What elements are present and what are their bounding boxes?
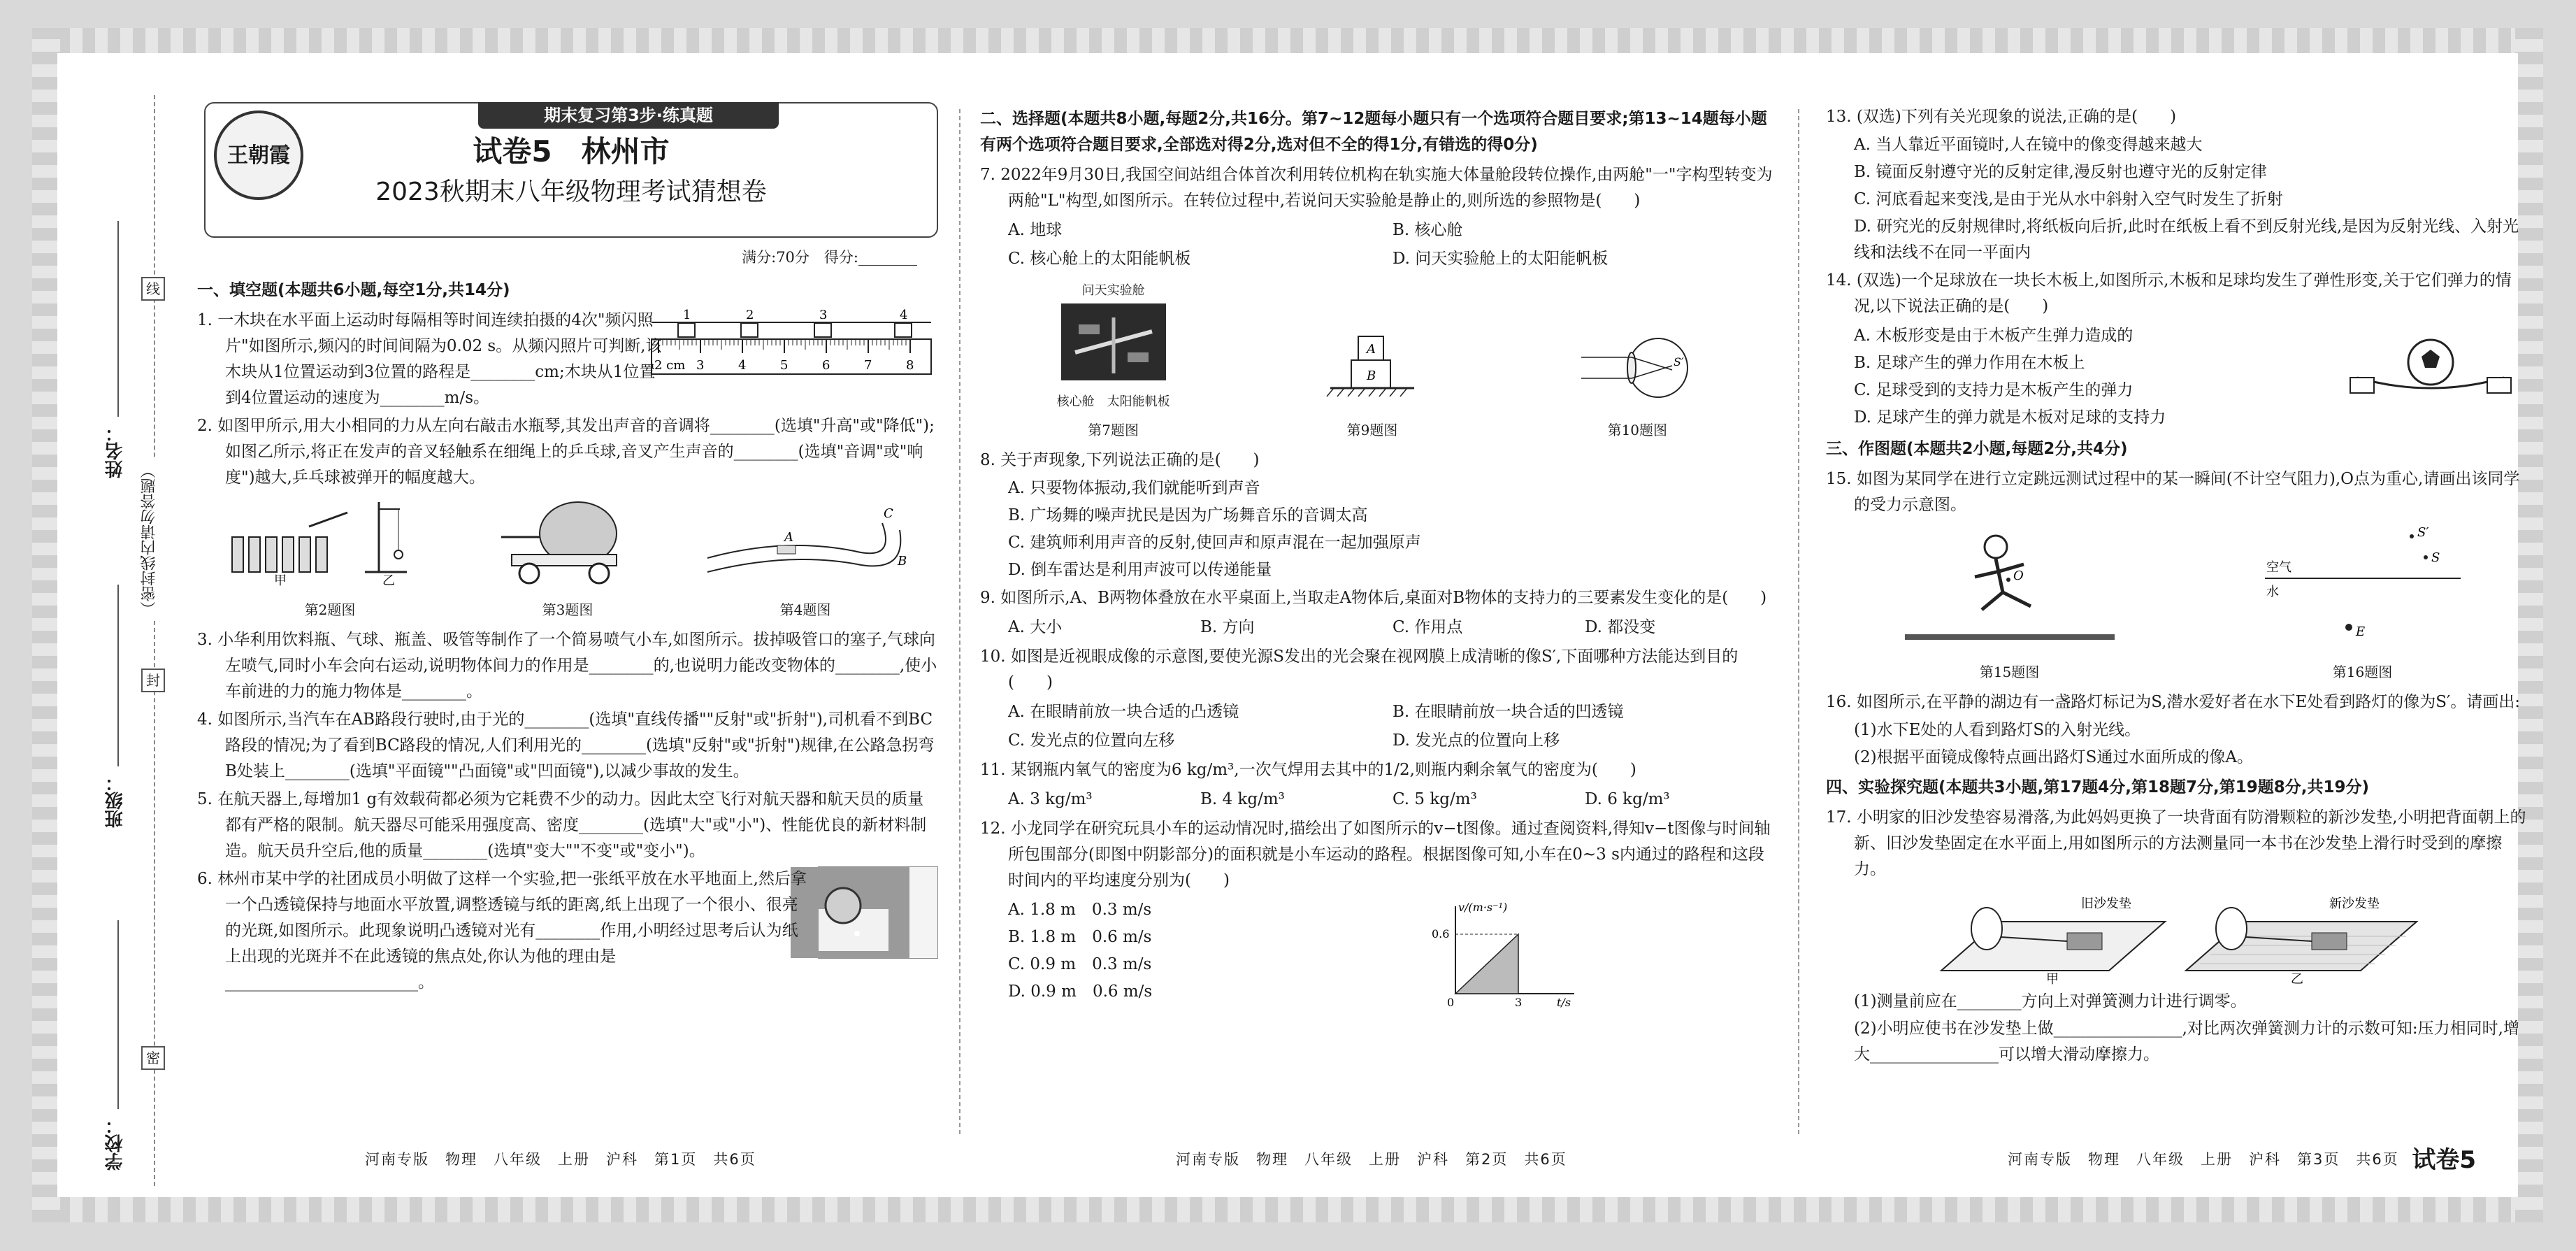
q13-option-d[interactable]: D. 研究光的反射规律时,将纸板向后折,此时在纸板上看不到反射光线,是因为反射光线、入射光线和法线不在同一平面内 xyxy=(1854,217,2519,262)
q12-option-b[interactable]: B. 1.8 m 0.6 m/s xyxy=(1008,928,1152,946)
bottles-svg xyxy=(225,495,435,586)
q14-option-d[interactable]: D. 足球产生的弹力就是木板对足球的支持力 xyxy=(1854,408,2166,427)
ruler-svg xyxy=(645,308,938,385)
q9-option-d[interactable]: D. 都没变 xyxy=(1585,618,1656,636)
seal-note: （密封线内请勿答题） xyxy=(138,459,160,621)
column-page-2 xyxy=(980,102,1777,1148)
seal-char-1: 线 xyxy=(141,277,165,301)
question-17: 17. 小明家的旧沙发垫容易滑落,为此妈妈更换了一块背面有防滑颗粒的新沙发垫,小明把背面朝上的新、旧沙发垫固定在水平面上,用如图所示的方法测量同一本书在沙发垫上滑行时受到的摩擦力。 xyxy=(1826,808,2526,878)
question-8: 8. 关于声现象,下列说法正确的是( ) xyxy=(980,451,1260,469)
q7-option-b[interactable]: B. 核心舱 xyxy=(1393,221,1463,239)
flash-block-label: 4 xyxy=(900,308,908,322)
long-jump-svg xyxy=(1891,522,2129,648)
q14-body xyxy=(1826,322,2532,432)
section-3-title: 三、作图题(本题共2小题,每题2分,共4分) xyxy=(1826,440,2128,458)
q6-text: 6. 林州市某中学的社团成员小明做了这样一个实验,把一张纸平放在水平地面上,然后拿一个凸透镜保持与地面水平放置,调整透镜与纸的距离,纸上出现了一个很小、很亮的光斑,如图所示。此现象说明凸透镜对光有________作用,小明经过思考后认为纸上出现的光斑并不在此透镜的焦点处,你认为他的理由是________________________。 xyxy=(197,870,807,992)
question-12: 12. 小龙同学在研究玩具小车的运动情况时,描绘出了如图所示的v−t图像。通过查阅资料,得知v−t图像与时间轴所包围部分(即图中阴影部分)的面积就是小车运动的路程。根据图像可知,小车在0~3 s内通过的路程和这段时间内的平均速度分别为( ) xyxy=(980,820,1771,889)
flash-block xyxy=(814,323,831,337)
q14-options xyxy=(1826,322,2343,432)
q9-option-b[interactable]: B. 方向 xyxy=(1200,618,1255,636)
q17-sub-1: (1)测量前应在________方向上对弹簧测力计进行调零。 xyxy=(1854,992,2247,1010)
q6-lens-photo xyxy=(818,866,938,959)
q8-option-b[interactable]: B. 广场舞的噪声扰民是因为广场舞音乐的音调太高 xyxy=(1008,506,1368,524)
ruler-label: 6 xyxy=(822,358,830,373)
fig15-o: O xyxy=(2013,569,2024,583)
paper-title: 试卷5 林州市 xyxy=(473,134,670,169)
fig2-yi: 乙 xyxy=(382,573,395,586)
q17-sub-2: (2)小明应使书在沙发垫上做________________,对比两次弹簧测力计的示数可知:压力相同时,增大________________可以增大滑动摩擦力。 xyxy=(1854,1020,2519,1064)
question-4: 4. 如图所示,当汽车在AB路段行驶时,由于光的________(选填"直线传播""反射"或"折射"),司机看不到BC路段的情况;为了看到BC路段的情况,人们利用光的________(选填"反射"或"折射")规律,在公路急拐弯B处装上________(选填"平面镜""凸面镜"或"凹面镜"),以减少事故的发生。 xyxy=(197,710,935,780)
question-13: 13. (双选)下列有关光现象的说法,正确的是( ) xyxy=(1826,108,2177,126)
q10-option-b[interactable]: B. 在眼睛前放一块合适的凹透镜 xyxy=(1393,703,1624,721)
q8-option-a[interactable]: A. 只要物体振动,我们就能听到声音 xyxy=(1008,479,1260,497)
ruler-label: 8 xyxy=(906,358,914,373)
fig16-s-prime: S′ xyxy=(2417,525,2429,540)
question-16: 16. 如图所示,在平静的湖边有一盏路灯标记为S,潜水爱好者在水下E处看到路灯的像为S′。请画出: xyxy=(1826,693,2520,711)
name-label: 姓名： xyxy=(105,424,126,478)
fig4-label-a: A xyxy=(784,530,793,545)
flash-block xyxy=(678,323,695,337)
q12-body xyxy=(980,896,1777,1008)
q16-sub-2: (2)根据平面镜成像特点画出路灯S通过水面所成的像A。 xyxy=(1854,748,2253,766)
question-9: 9. 如图所示,A、B两物体叠放在水平桌面上,当取走A物体后,桌面对B物体的支持力的三要素发生变化的是( ) xyxy=(980,589,1767,607)
fig-10 xyxy=(1574,329,1700,443)
vt-ylabel: v/(m·s⁻¹) xyxy=(1458,901,1508,914)
fig-4 xyxy=(700,495,910,623)
flash-block xyxy=(741,323,758,337)
binding-dashed-line xyxy=(154,95,155,1186)
eye-svg xyxy=(1574,329,1700,406)
q13-option-c[interactable]: C. 河底看起来变浅,是由于光从水中斜射入空气时发生了折射 xyxy=(1854,190,2283,208)
section-2-title: 二、选择题(本题共8小题,每题2分,共16分。第7~12题每小题只有一个选项符合题目要求;第13~14题每小题有两个选项符合题目要求,全部选对得2分,选对但不全的得1分,有错选的得0分) xyxy=(980,110,1767,154)
fig16-water: 水 xyxy=(2266,585,2279,599)
footer-page-3: 河南专版 物理 八年级 上册 沪科 第3页 共6页 xyxy=(2008,1151,2399,1168)
sheet-inner xyxy=(57,53,2526,1197)
lamp-water-svg xyxy=(2258,522,2468,648)
road-svg xyxy=(700,495,910,586)
sofa-pad-svg xyxy=(1927,887,2431,985)
blocks-svg xyxy=(1323,329,1421,406)
q10-option-d[interactable]: D. 发光点的位置向上移 xyxy=(1393,731,1560,750)
q10-option-a[interactable]: A. 在眼睛前放一块合适的凸透镜 xyxy=(1008,703,1239,721)
fig-9 xyxy=(1323,329,1421,443)
fig3-caption: 第3题图 xyxy=(542,601,593,618)
page-divider-1 xyxy=(959,109,960,1134)
q1-ruler-figure xyxy=(654,308,938,393)
fig16-s: S xyxy=(2431,550,2440,565)
fig2-jia: 甲 xyxy=(274,573,287,586)
q12-option-d[interactable]: D. 0.9 m 0.6 m/s xyxy=(1008,982,1153,1001)
class-label: 班级： xyxy=(105,773,126,828)
ruler-label: 7 xyxy=(864,358,872,373)
fig4-caption: 第4题图 xyxy=(779,601,831,618)
question-10: 10. 如图是近视眼成像的示意图,要使光源S发出的光会聚在视网膜上成清晰的像S′,下面哪种方法能达到目的( ) xyxy=(980,648,1739,692)
vt-origin: 0 xyxy=(1447,996,1455,1008)
flash-block xyxy=(895,323,912,337)
ruler-label: 4 xyxy=(738,358,747,373)
school-label: 学校： xyxy=(105,1116,126,1171)
review-tag: 期末复习第3步·练真题 xyxy=(478,102,779,129)
question-5: 5. 在航天器上,每增加1 g有效载荷都必须为它耗费不少的动力。因此太空飞行对航天器和航天员的质量都有严格的限制。航天器尽可能采用强度高、密度________(选填"大"或"小")、性能优良的新材料制造。航天员升空后,他的质量________(选填"变大""不变"或"变小")。 xyxy=(197,790,927,860)
question-7: 7. 2022年9月30日,我国空间站组合体首次利用转位机构在轨实施大体量舱段转位操作,由两舱"一"字构型转变为两舱"L"构型,如图所示。在转位过程中,若说问天实验舱是静止的,则所选的参照物是( ) xyxy=(980,166,1773,210)
seal-char-2: 封 xyxy=(141,669,165,692)
paper-header xyxy=(204,102,938,238)
jet-car-svg xyxy=(491,495,645,586)
q7-option-d[interactable]: D. 问天实验舱上的太阳能帆板 xyxy=(1393,250,1609,268)
school-line[interactable] xyxy=(117,920,119,1109)
q8-option-d[interactable]: D. 倒车雷达是利用声波可以传递能量 xyxy=(1008,561,1272,579)
fig17-new-label: 新沙发垫 xyxy=(2329,896,2380,911)
fig4-label-c: C xyxy=(884,506,893,521)
fig16-air: 空气 xyxy=(2266,560,2291,575)
ruler-label: 5 xyxy=(780,358,789,373)
station-svg xyxy=(1061,303,1166,380)
q10-option-c[interactable]: C. 发光点的位置向左移 xyxy=(1008,731,1175,750)
fig17-jia: 甲 xyxy=(2046,972,2059,985)
q1-text: 1. 一木块在水平面上运动时每隔相等时间连续拍摄的4次"频闪照片"如图所示,频闪的时间间隔为0.02 s。从频闪照片可判断,该木块从1位置运动到3位置的路程是________cm;木块从1位置到4位置运动的速度为________m/s。 xyxy=(197,311,662,407)
flash-block-label: 1 xyxy=(683,308,691,322)
q9-options xyxy=(980,613,1777,642)
section-1-title: 一、填空题(本题共6小题,每空1分,共14分) xyxy=(197,281,510,299)
wave-border-left xyxy=(32,28,60,1222)
ruler-label: 2 cm xyxy=(654,358,686,373)
fig-row-3 xyxy=(1826,522,2532,685)
fig16-caption: 第16题图 xyxy=(2332,664,2393,680)
q10-options xyxy=(980,698,1777,755)
vt-y-tick: 0.6 xyxy=(1432,927,1450,941)
fig-15 xyxy=(1891,522,2129,685)
fig-row-1 xyxy=(197,495,938,623)
question-11: 11. 某钢瓶内氧气的密度为6 kg/m³,一次气焊用去其中的1/2,则瓶内剩余氧气的密度为( ) xyxy=(980,761,1636,779)
fig17-old-label: 旧沙发垫 xyxy=(2081,896,2131,911)
q11-option-c[interactable]: C. 5 kg/m³ xyxy=(1393,790,1477,808)
vt-graph-svg xyxy=(1427,896,1588,1008)
page-divider-2 xyxy=(1798,109,1799,1134)
q9-option-c[interactable]: C. 作用点 xyxy=(1393,618,1463,636)
paper-subtitle: 2023秋期末八年级物理考试猜想卷 xyxy=(375,178,767,206)
q11-option-d[interactable]: D. 6 kg/m³ xyxy=(1585,790,1670,808)
fig9-caption: 第9题图 xyxy=(1346,422,1398,438)
wave-border-bottom xyxy=(32,1194,2543,1222)
fig-7 xyxy=(1057,278,1170,443)
footer-page-2: 河南专版 物理 八年级 上册 沪科 第2页 共6页 xyxy=(1176,1151,1567,1168)
fig-17 xyxy=(1826,887,2532,985)
fig7-caption: 第7题图 xyxy=(1088,422,1139,438)
vt-xlabel: t/s xyxy=(1557,996,1571,1008)
score-line: 满分:70分 得分:________ xyxy=(742,249,917,266)
fig10-s-prime: S′ xyxy=(1674,355,1684,369)
fig-3 xyxy=(491,495,645,623)
wave-border-top xyxy=(32,28,2543,56)
question-6 xyxy=(197,866,938,996)
paper-number: 试卷5 xyxy=(2412,1146,2476,1174)
q7-option-c[interactable]: C. 核心舱上的太阳能帆板 xyxy=(1008,250,1191,268)
q7-options xyxy=(980,216,1777,273)
q13-option-a[interactable]: A. 当人靠近平面镜时,人在镜中的像变得越来越大 xyxy=(1854,136,2203,154)
q12-options xyxy=(980,896,1427,1008)
column-page-1 xyxy=(197,102,938,1148)
q8-option-c[interactable]: C. 建筑师利用声音的反射,使回声和原声混在一起加强原声 xyxy=(1008,534,1421,552)
column-page-3 xyxy=(1826,102,2532,1148)
class-line[interactable] xyxy=(117,585,119,766)
fig17-yi: 乙 xyxy=(2291,972,2303,985)
q16-sub-1: (1)水下E处的人看到路灯S的入射光线。 xyxy=(1854,721,2141,739)
fig-row-2 xyxy=(980,278,1777,443)
question-14: 14. (双选)一个足球放在一块长木板上,如图所示,木板和足球均发生了弹性形变,关于它们弹力的情况,以下说法正确的是( ) xyxy=(1826,271,2512,315)
question-2: 2. 如图甲所示,用大小相同的力从左向右敲击水瓶琴,其发出声音的音调将________(选填"升高"或"降低");如图乙所示,将正在发声的音叉轻触系在细绳上的乒乓球,音叉产生声音的________(选填"音调"或"响度")越大,乒乓球被弹开的幅度越大。 xyxy=(197,417,935,487)
logo-text: 王朝霞 xyxy=(227,143,290,168)
q7-option-a[interactable]: A. 地球 xyxy=(1008,221,1063,239)
fig9-block-b: B xyxy=(1366,369,1376,383)
fig16-e: E xyxy=(2355,624,2365,639)
fig-16 xyxy=(2258,522,2468,685)
exam-sheet xyxy=(32,28,2543,1222)
ruler-label: 3 xyxy=(696,358,705,373)
question-3: 3. 小华利用饮料瓶、气球、瓶盖、吸管等制作了一个简易喷气小车,如图所示。拔掉吸管口的塞子,气球向左喷气,同时小车会向右运动,说明物体间力的作用是________的,也说明力能改变物体的________,使小车前进的力的施力物体是________。 xyxy=(197,631,937,701)
q11-options xyxy=(980,785,1777,814)
q14-option-c[interactable]: C. 足球受到的支持力是木板产生的弹力 xyxy=(1854,381,2134,399)
fig-2 xyxy=(225,495,435,623)
fig2-caption: 第2题图 xyxy=(304,601,356,618)
question-1 xyxy=(197,308,938,411)
q12-option-a[interactable]: A. 1.8 m 0.3 m/s xyxy=(1008,901,1152,919)
fig7-top-label: 问天实验舱 xyxy=(1081,283,1145,298)
lens-svg xyxy=(791,867,909,958)
question-15: 15. 如图为某同学在进行立定跳远测试过程中的某一瞬间(不计空气阻力),O点为重心,请画出该同学的受力示意图。 xyxy=(1826,470,2520,514)
football-svg xyxy=(2343,322,2518,406)
fig15-caption: 第15题图 xyxy=(1979,664,2040,680)
q12-option-c[interactable]: C. 0.9 m 0.3 m/s xyxy=(1008,955,1152,973)
footer-page-1: 河南专版 物理 八年级 上册 沪科 第1页 共6页 xyxy=(365,1151,756,1168)
fig10-caption: 第10题图 xyxy=(1607,422,1668,438)
section-4-title: 四、实验探究题(本题共3小题,第17题4分,第18题7分,第19题8分,共19分) xyxy=(1826,778,2370,796)
flash-block-label: 2 xyxy=(746,308,754,322)
seal-char-3: 密 xyxy=(141,1046,165,1070)
binding-strip xyxy=(71,95,176,1186)
q11-option-b[interactable]: B. 4 kg/m³ xyxy=(1200,790,1285,808)
name-line[interactable] xyxy=(117,221,119,417)
vt-x-tick: 3 xyxy=(1515,996,1523,1008)
q9-option-a[interactable]: A. 大小 xyxy=(1008,618,1063,636)
fig4-label-b: B xyxy=(898,554,907,569)
flash-block-label: 3 xyxy=(819,308,828,322)
q11-option-a[interactable]: A. 3 kg/m³ xyxy=(1008,790,1093,808)
q14-option-a[interactable]: A. 木板形变是由于木板产生弹力造成的 xyxy=(1854,327,2134,345)
q13-option-b[interactable]: B. 镜面反射遵守光的反射定律,漫反射也遵守光的反射定律 xyxy=(1854,163,2267,181)
fig7-bottom-labels: 核心舱 太阳能帆板 xyxy=(1056,394,1170,409)
fig9-block-a: A xyxy=(1366,342,1376,357)
q14-option-b[interactable]: B. 足球产生的弹力作用在木板上 xyxy=(1854,354,2085,372)
